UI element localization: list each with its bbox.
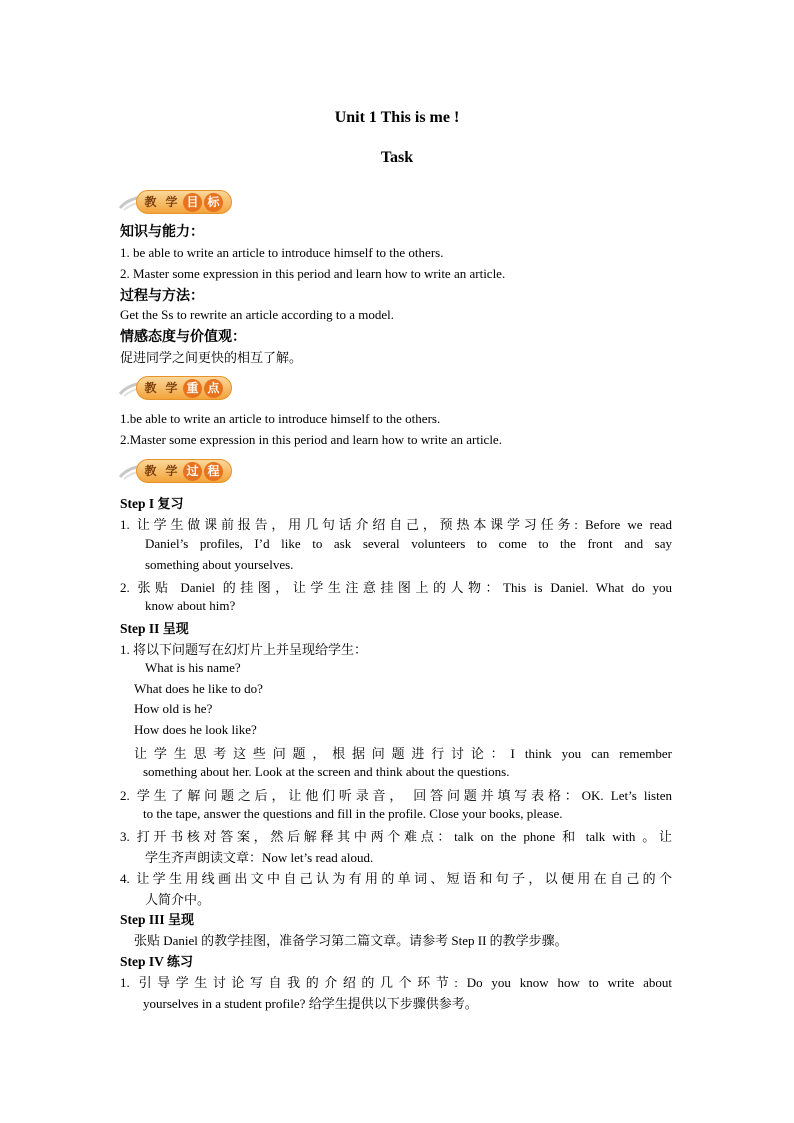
badge-char: 学 (165, 463, 178, 478)
step-2-heading (120, 618, 189, 637)
knowledge-item-2: 2. Master some expression in this period and learn how to write an article. (120, 266, 506, 281)
step-3-item-1: 张贴 Daniel 的教学挂图，准备学习第二篇文章。请参考 Step II 的教学步骤。 (134, 933, 568, 948)
step-2-item-4-line-1: 4. 让学生用线画出文中自己认为有用的单词、短语和句子，以便用在自己的个 (120, 871, 672, 886)
badge-char: 点 (204, 379, 223, 398)
badge-pill (136, 376, 232, 400)
step-2-item-1-discuss-2: something about her. Look at the screen and think about the questions. (143, 764, 510, 779)
step-3-title-cn: 呈现 (168, 913, 195, 928)
step-1-item-2-line-2: know about him? (145, 598, 236, 613)
question-3: How old is he? (134, 701, 213, 716)
step-4-title: Step IV (120, 954, 164, 969)
step-1-item-1-line-1: 1. 让学生做课前报告，用几句话介绍自己，预热本课学习任务: Before we read (120, 517, 672, 532)
method-heading: 过程与方法： (120, 288, 204, 304)
emotion-heading: 情感态度与价值观： (120, 329, 246, 345)
method-item-1: Get the Ss to rewrite an article according to a model. (120, 307, 394, 322)
step-2-item-1-discuss: 让学生思考这些问题，根据问题进行讨论：I think you can remember (134, 746, 672, 761)
step-4-item-1-line-1: 1. 引导学生讨论写自我的介绍的几个环节: Do you know how to write about (120, 975, 672, 990)
badge-char: 教 (144, 380, 157, 395)
step-3-title: Step III (120, 912, 165, 927)
badge-char: 学 (165, 380, 178, 395)
step-3-heading (120, 909, 194, 928)
section-badge-focus (118, 374, 228, 402)
step-1-heading (120, 493, 184, 512)
badge-pill (136, 190, 232, 214)
step-1-item-1-line-3: something about yourselves. (145, 557, 294, 572)
section-badge-process (118, 457, 228, 485)
step-2-title-cn: 呈现 (162, 622, 189, 637)
step-1-title: Step I (120, 496, 155, 511)
step-2-item-2-line-1: 2. 学生了解问题之后，让他们听录音， 回答问题并填写表格：OK. Let’s listen (120, 788, 672, 803)
knowledge-heading: 知识与能力： (120, 224, 204, 240)
step-2-title: Step II (120, 621, 160, 636)
question-2: What does he like to do? (134, 681, 263, 696)
step-4-item-1-line-2: yourselves in a student profile? 给学生提供以下步骤供参考。 (143, 996, 478, 1011)
badge-char: 教 (144, 194, 157, 209)
badge-pill (136, 459, 232, 483)
step-1-title-cn: 复习 (157, 497, 184, 512)
badge-char: 学 (165, 194, 178, 209)
knowledge-item-1: 1. be able to write an article to introduce himself to the others. (120, 245, 444, 260)
step-4-title-cn: 练习 (167, 955, 194, 970)
badge-char: 目 (183, 193, 202, 212)
badge-char: 过 (183, 462, 202, 481)
badge-char: 程 (204, 462, 223, 481)
step-2-item-3-line-1: 3. 打开书核对答案，然后解释其中两个难点：talk on the phone 和 talk with 。让 (120, 829, 672, 844)
question-4: How does he look like? (134, 722, 257, 737)
step-1-item-1-line-2: Daniel’s profiles, I’d like to ask several volunteers to come to the front and say (145, 536, 672, 551)
question-1: What is his name? (145, 660, 241, 675)
step-1-item-2-line-1: 2. 张贴 Daniel 的挂图，让学生注意挂图上的人物：This is Daniel. What do you (120, 580, 672, 595)
badge-char: 标 (204, 193, 223, 212)
focus-item-1: 1.be able to write an article to introduce himself to the others. (120, 411, 441, 426)
step-2-item-2-line-2: to the tape, answer the questions and fill in the profile. Close your books, please. (143, 806, 563, 821)
page-title: Unit 1 This is me ! (334, 109, 460, 126)
section-badge-goals (118, 188, 228, 216)
step-2-item-3-line-2: 学生齐声朗读文章：Now let’s read aloud. (145, 850, 374, 865)
focus-item-2: 2.Master some expression in this period and learn how to write an article. (120, 432, 502, 447)
badge-char: 重 (183, 379, 202, 398)
badge-char: 教 (144, 463, 157, 478)
step-2-item-4-line-2: 人简介中。 (145, 893, 211, 908)
step-4-heading (120, 951, 193, 970)
step-2-item-1: 1. 将以下问题写在幻灯片上并呈现给学生： (120, 642, 368, 657)
emotion-item-1: 促进同学之间更快的相互了解。 (120, 351, 303, 366)
page-subtitle: Task (380, 149, 414, 166)
